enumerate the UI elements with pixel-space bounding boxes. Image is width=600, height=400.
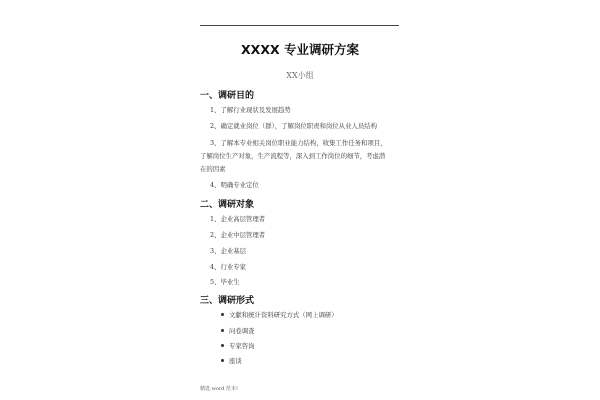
section-heading-methods: 三、调研形式 [200, 296, 255, 306]
target-item-5: 5、毕业生 [210, 278, 240, 286]
footer-text: 精选 word 范本! [200, 386, 239, 392]
method-bullet-text: 文献和统计资料研究方式（网上调研） [229, 311, 338, 319]
bullet-dot-icon [221, 359, 224, 362]
purpose-item-1: 1、了解行业现状及发展趋势 [210, 106, 291, 114]
bullet-dot-icon [221, 344, 224, 347]
section-heading-purpose: 一、调研目的 [200, 91, 255, 101]
target-item-2: 2、企业中层管理者 [210, 231, 266, 239]
method-bullet-item [229, 310, 338, 319]
bullet-dot-icon [221, 329, 224, 332]
section-heading-targets: 二、调研对象 [200, 200, 255, 210]
target-item-3: 3、企业基层 [210, 247, 247, 255]
purpose-item-3: 3、了解本专业相关岗位职业能力结构，收集工作任务和项目， [210, 139, 387, 147]
target-item-1: 1、企业高层管理者 [210, 215, 266, 223]
method-bullet-text: 座谈 [229, 357, 242, 365]
method-bullet-item [229, 341, 255, 350]
method-bullet-text: 专家咨询 [229, 342, 255, 350]
purpose-item-4: 4、明确专业定位 [210, 181, 259, 189]
method-bullet-item [229, 326, 255, 335]
top-rule [200, 25, 399, 26]
document-title: XXXX 专业调研方案 [241, 42, 359, 57]
target-item-4: 4、行业专家 [210, 263, 247, 271]
purpose-item-2: 2、确定就业岗位（群），了解岗位职责和岗位从业人员结构 [210, 122, 378, 130]
purpose-item-3-continued-end: 在的因素 [200, 165, 226, 173]
method-bullet-item [229, 356, 242, 365]
purpose-item-3-continued: 了解岗位生产对象，生产流程等，深入到工作岗位的细节，考虑潜 [200, 152, 386, 160]
bullet-dot-icon [221, 313, 224, 316]
method-bullet-text: 问卷调查 [229, 327, 255, 335]
document-subtitle: XX小组 [286, 71, 314, 80]
